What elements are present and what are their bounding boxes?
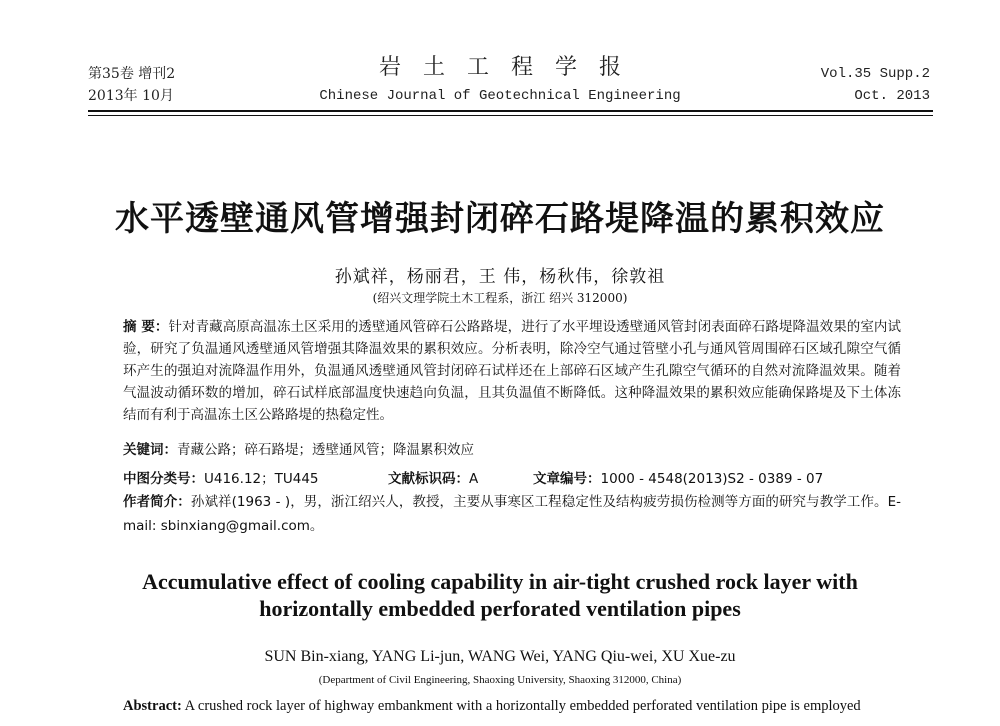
abstract-en [123,698,913,715]
author-bio [123,490,901,538]
keywords-cn [123,438,474,458]
abstract-label-cn: 摘 要： [123,319,169,335]
header-volume-cn: 第35卷 增刊2 [88,66,176,82]
authors-cn: 孙斌祥，杨丽君，王 伟，杨秋伟，徐敦祖 [334,267,666,287]
article-no-label: 文章编号： [533,471,601,487]
header-date-en: Oct. 2013 [854,88,930,104]
abstract-text-en: A crushed rock layer of highway embankment with a horizontally embedded perforated ventilation pipe is employed [184,698,861,714]
affiliation-cn: (绍兴文理学院土木工程系，浙江 绍兴 312000) [372,291,628,305]
authors-en: SUN Bin-xiang, YANG Li-jun, WANG Wei, YANG Qiu-wei, XU Xue-zu [264,648,736,665]
header-date-cn: 2013年 10月 [88,88,174,104]
journal-title-en: Chinese Journal of Geotechnical Engineering [319,88,681,104]
clc-value: U416.12；TU445 [204,471,319,487]
bio-text: 孙斌祥(1963 - )，男，浙江绍兴人，教授，主要从事寒区工程稳定性及结构疲劳损伤检测等方面的研究与教学工作。E-mail: sbinxiang@gmail.com。 [123,494,901,534]
keywords-label-cn: 关键词： [123,442,177,458]
abstract-text-cn: 针对青藏高原高温冻土区采用的透壁通风管碎石公路路堤，进行了水平埋设透壁通风管封闭表面碎石路堤降温效果的室内试验，研究了负温通风透壁通风管增强其降温效果的累积效应。分析表明，除冷空气通过管壁小孔与通风管周围碎石区域孔隙空气循环产生的强迫对流降温作用外，负温通风透壁通风管封闭碎石试样还在上部碎石区域产生孔隙空气循环的自然对流降温效果。随着气温波动循环数的增加，碎石试样底部温度快速趋向负温，且其负温值不断降低。这种降温效果的累积效应能确保路堤及下土体冻结而有利于高温冻土区公路路堤的热稳定性。 [123,319,901,423]
header-rule-thick [88,110,933,112]
clc-number [123,467,319,487]
header-rule-thin [88,115,933,116]
header-volume-en: Vol.35 Supp.2 [820,66,930,82]
clc-label: 中图分类号： [123,471,204,487]
abstract-cn [123,316,901,426]
doccode-value: A [469,471,479,487]
article-no-value: 1000 - 4548(2013)S2 - 0389 - 07 [600,471,824,487]
journal-title-cn: 岩土工程学报 [378,55,643,80]
paper-title-en: Accumulative effect of cooling capability in air-tight crushed rock layer with horizontally embedded perforated ventilation pipes [142,569,858,621]
paper-title-cn: 水平透壁通风管增强封闭碎石路堤降温的累积效应 [115,199,885,239]
article-number [533,467,823,487]
affiliation-en: (Department of Civil Engineering, Shaoxing University, Shaoxing 312000, China) [318,674,682,686]
bio-label: 作者简介： [123,494,191,510]
keywords-text-cn: 青藏公路；碎石路堤；透壁通风管；降温累积效应 [177,442,474,458]
doccode-label: 文献标识码： [388,471,469,487]
document-code [388,467,478,487]
abstract-label-en: Abstract: [123,698,182,714]
